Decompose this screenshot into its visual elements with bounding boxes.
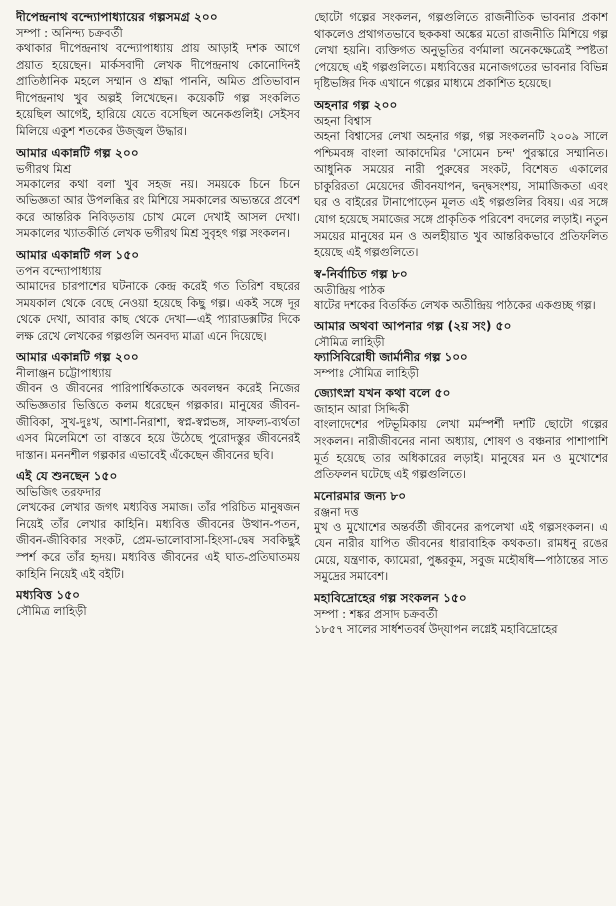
book-editor: সম্পাঃ সৌমিত্র লাহিড়ী <box>314 366 419 381</box>
book-entry <box>16 248 300 345</box>
book-entry <box>16 588 300 619</box>
book-title: মধ্যবিত্ত ১৫০ <box>16 588 81 603</box>
book-author: সম্পা : শঙ্কর প্রসাদ চক্রবর্তী <box>314 607 438 622</box>
book-author: নীলাঞ্জন চট্টোপাধ্যায় <box>16 366 112 381</box>
right-column <box>314 10 608 906</box>
book-title: এই যে শুনছেন ১৫০ <box>16 469 118 484</box>
book-title: স্ব-নির্বাচিত গল্প ৮০ <box>314 266 408 281</box>
book-title: আমার অথবা আপনার গল্প (২য় সং) ৫০ <box>314 319 512 334</box>
book-title: আমার একান্নটি গল ১৫০ <box>16 247 140 262</box>
book-description: ষাটের দশকের বিতর্কিত লেখক অতীন্দ্রিয় পাঠকের একগুচ্ছ গল্প। <box>314 298 596 312</box>
book-title: আমার একান্নটি গল্প ২০০ <box>16 350 139 365</box>
continued-description: ছোটো গল্পের সংকলন, গল্পগুলিতে রাজনীতিক ভাবনার প্রকাশ থাকলেও প্রথাগতভাবে ছককষা অঙ্কের মতো রাজনীতি মিশিয়ে গল্প লেখা হয়নি। ব্যক্তিগত অনুভূতির বর্ণমালা অনেকক্ষেত্রেই স্পষ্টতা পেয়েছে এই গল্পগুলিতে। মধ্যবিত্তের মনোজগতের ভাবনার বিভিন্ন দৃষ্টিভঙ্গির দিক এখানে গল্পের মাধ্যমে প্রকাশিত হয়েছে। <box>314 11 608 91</box>
book-entry <box>16 146 300 243</box>
book-author: তপন বন্দ্যোপাধ্যায় <box>16 263 102 278</box>
book-author: জাহান আরা সিদ্দিকী <box>314 402 410 417</box>
book-entry <box>314 98 608 262</box>
book-entry <box>314 267 608 315</box>
book-description: ১৮৫৭ সালের সার্ধশতবর্ষ উদ্‌যাপন লগ্নেই মহাবিদ্রোহের <box>314 623 558 637</box>
book-description: অহনা বিশ্বাসের লেখা অহনার গল্প, গল্প সংকলনটি ২০০৯ সালে পশ্চিমবঙ্গ বাংলা আকাদেমির 'সোমেন চন্দ' পুরস্কারে সম্মানিত। আধুনিক সময়ের নারী পুরুষের সংকট, বিশেষত একালের চাকুরিরতা মেয়েদের জীবনযাপন, দ্বন্দ্বসংশয়, সামাজিকতা এবং ঘর ও বাইরের টানাপোড়েন মূলত এই গল্পগুলির বিষয়। এর সঙ্গে যোগ হয়েছে সমাজের সঙ্গে প্রাকৃতিক পরিবেশ বদলের লড়াই। নতুন সময়ের মানুষের মন ও অলহীয়াত খুব আন্তরিকভাবে প্রতিফলিত হয়েছে এই গল্পগুলিতে। <box>314 129 608 260</box>
book-description: সমকালের কথা বলা খুব সহজ নয়। সময়কে চিনে চিনে অভিজ্ঞতা আর উপলব্ধির রং মিশিয়ে সমকালের অভ্যন্তরে প্রবেশ করে আন্তরিক নিবিড়তায় চোখ মেলে দেখাই আসল দেখা। সমকালের খ্যাতকীর্তি লেখক ভগীরথ মিশ্র সুবৃহৎ গল্প সংকলন। <box>16 177 300 241</box>
book-title: মহাবিদ্রোহের গল্প সংকলন ১৫০ <box>314 591 467 606</box>
book-entry <box>16 469 300 583</box>
book-description: আমাদের চারপাশের ঘটনাকে কেন্দ্র করেই গত তিরিশ বছরের সমযকাল থেকে বেছে নেওয়া হয়েছে কিছু গল্প। একই সঙ্গে দূর থেকে দেখা, আবার কাছ থেকে দেখা—এই প্যারাডক্সটির দিকে লক্ষ রেখে লেখকের গল্পগুলি অনবদ্য মাত্রা এনে দিয়েছে। <box>16 279 300 343</box>
book-entry <box>16 350 300 464</box>
book-description: বাংলাদেশের পটভূমিকায় লেখা মর্মস্পর্শী দশটি ছোটো গল্পের সংকলন। নারীজীবনের নানা অধ্যায়, শোষণ ও বঞ্চনার পাশাপাশি মূর্ত হয়েছে তার অধিকারের লড়াই। মানুষের মন ও মুখোশের প্রতিফলন ঘটেছে এই গল্পগুলিতে। <box>314 418 608 482</box>
book-description: কথাকার দীপেন্দ্রনাথ বন্দ্যোপাধ্যায় প্রায় আড়াই দশক আগে প্রয়াত হয়েছেন। মার্কসবাদী লেখক দীপেন্দ্রনাথ কোনোদিনই প্রাতিষ্ঠানিক মহলে সম্মান ও শ্রদ্ধা পাননি, অমিত প্রতিভাবান দীপেন্দ্রনাথ খুব অল্পই লিখেছেন। কয়েকটি গল্প সংকলিত হয়েছিল আগেই, হারিয়ে যেতে বসেছিল অনেকগুলিই। সেইসব মিলিয়ে একুশ শতকের উজ্জ্বল উদ্ধার। <box>16 42 300 138</box>
book-title: মনোরমার জন্য ৮০ <box>314 488 407 503</box>
book-description: লেখকের লেখার জগৎ মধ্যবিত্ত সমাজ। তাঁর পরিচিত মানুষজন নিয়েই তাঁর লেখার কাহিনি। মধ্যবিত্ত জীবনের উত্থান-পতন, জীবন-জীবিকার সংকট, প্রেম-ভালোবাসা-হিংসা-দ্বেষ সবকিছুই স্পর্শ করে তাঁর হৃদয়। মধ্যবিত্ত জীবনের এই ঘাত-প্রতিঘাতময় কাহিনি নিয়েই এই বইটি। <box>16 501 300 581</box>
book-author: সম্পা : অনিন্দ্য চক্রবর্তী <box>16 26 123 40</box>
book-description: জীবন ও জীবনের পারিপার্শ্বিকতাকে অবলম্বন করেই নিজের অভিজ্ঞতার ভিত্তিতে কলম ধরেছেন গল্পকার। মানুষের জীবন-জীবিকা, সুখ-দুঃখ, আশা-নিরাশা, স্বপ্ন-স্বপ্নভঙ্গ, সাফল্য-ব্যর্থতা এসব মিলেমিশে তা বাস্তবে হয়ে উঠেছে পুরোদস্তুর জীবনেরই দাস্তান। মননশীল গল্পকার এভাবেই এঁকেছেন জীবনের ছবি। <box>16 382 300 462</box>
book-author: সৌমিত্র লাহিড়ী <box>16 604 87 619</box>
book-author: ভগীরথ মিশ্র <box>16 161 72 176</box>
book-author: সৌমিত্র লাহিড়ী <box>314 335 385 350</box>
book-title: আমার একান্নটি গল্প ২০০ <box>16 145 139 160</box>
left-column <box>16 10 300 906</box>
book-author: অভিজিৎ তরফদার <box>16 485 101 500</box>
book-entry <box>16 10 300 141</box>
book-title: জ্যোৎস্না যখন কথা বলে ৫০ <box>314 386 451 401</box>
book-entry <box>314 319 608 381</box>
book-title: অহনার গল্প ২০০ <box>314 97 398 112</box>
book-entry <box>314 489 608 586</box>
book-author: অতীন্দ্রিয় পাঠক <box>314 282 385 297</box>
book-title: দীপেন্দ্রনাথ বন্দ্যোপাধ্যায়ের গল্পসমগ্র ২০০ <box>16 10 218 24</box>
book-author: রঞ্জনা দত্ত <box>314 504 359 519</box>
book-description: মুখ ও মুখোশের অন্তর্বর্তী জীবনের রূপলেখা এই গল্পসংকলন। এ যেন নারীর যাপিত জীবনের ধারাবাহিক কথকতা। রামধনু রঙের মেয়ে, যন্ত্রণাক, ক্যামেরা, পুষ্করকূম, সবুজ মহৌষধি—পাঠান্তের সাত সমুদ্রের সমাবেশ। <box>314 520 608 584</box>
book-title: ফ্যাসিবিরোধী জার্মানীর গল্প ১০০ <box>314 350 468 365</box>
book-entry <box>314 386 608 483</box>
book-entry <box>314 591 608 639</box>
book-author: অহনা বিশ্বাস <box>314 113 372 128</box>
